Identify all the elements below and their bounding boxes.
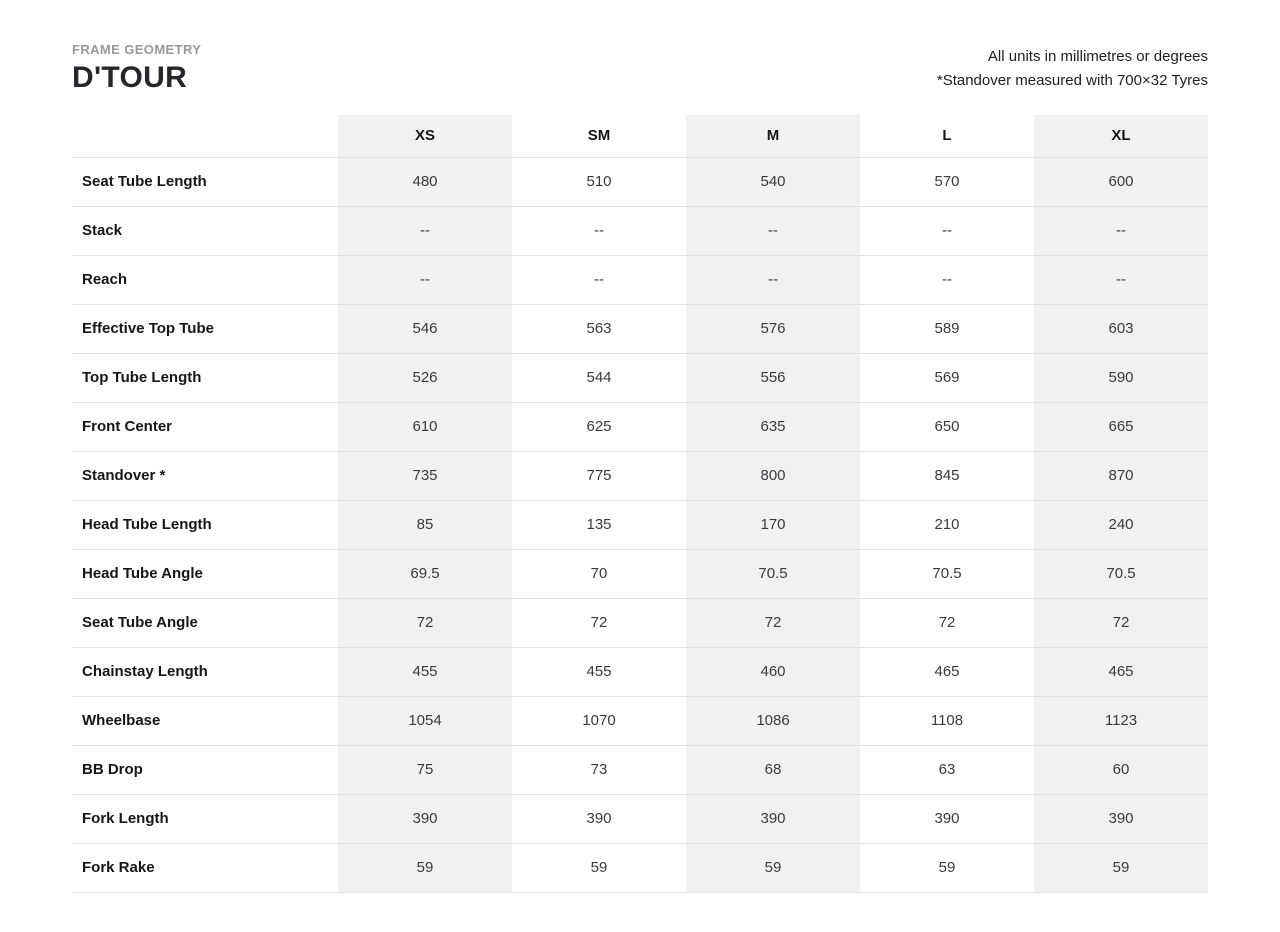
spec-row — [72, 206, 1208, 255]
spec-value-m: 72 — [686, 598, 860, 647]
spec-value-sm: -- — [512, 206, 686, 255]
spec-label: Chainstay Length — [72, 647, 338, 696]
spec-value-xs: 546 — [338, 304, 512, 353]
spec-value-xs: 69.5 — [338, 549, 512, 598]
units-note-line: All units in millimetres or degrees — [987, 48, 1208, 65]
spec-label: BB Drop — [72, 745, 338, 794]
spec-value-xs: -- — [338, 255, 512, 304]
spec-label: Head Tube Length — [72, 500, 338, 549]
spec-value-xl: -- — [1034, 206, 1208, 255]
size-column-header-xl: XL — [1034, 115, 1208, 157]
page-title: D'TOUR — [72, 61, 188, 94]
spec-value-xl: 390 — [1034, 794, 1208, 843]
spec-value-sm: 775 — [512, 451, 686, 500]
spec-value-xs: -- — [338, 206, 512, 255]
spec-value-xl: 870 — [1034, 451, 1208, 500]
spec-value-xs: 526 — [338, 353, 512, 402]
spec-value-xl: 590 — [1034, 353, 1208, 402]
spec-value-m: 1086 — [686, 696, 860, 745]
spec-value-xl: 1123 — [1034, 696, 1208, 745]
spec-value-sm: 510 — [512, 157, 686, 206]
spec-row — [72, 549, 1208, 598]
spec-value-xs: 85 — [338, 500, 512, 549]
spec-value-l: 589 — [860, 304, 1034, 353]
spec-value-xs: 610 — [338, 402, 512, 451]
spec-value-l: 70.5 — [860, 549, 1034, 598]
spec-label: Stack — [72, 206, 338, 255]
spec-row — [72, 745, 1208, 794]
spec-value-xl: 600 — [1034, 157, 1208, 206]
spec-label: Front Center — [72, 402, 338, 451]
spec-value-xs: 480 — [338, 157, 512, 206]
spec-row — [72, 500, 1208, 549]
spec-value-m: -- — [686, 255, 860, 304]
spec-value-xl: -- — [1034, 255, 1208, 304]
geometry-table-header — [72, 115, 1208, 157]
spec-label: Head Tube Angle — [72, 549, 338, 598]
spec-label: Effective Top Tube — [72, 304, 338, 353]
spec-value-m: 635 — [686, 402, 860, 451]
spec-value-m: -- — [686, 206, 860, 255]
spec-label: Fork Length — [72, 794, 338, 843]
spec-value-l: 59 — [860, 843, 1034, 892]
spec-label: Seat Tube Length — [72, 157, 338, 206]
spec-value-l: 465 — [860, 647, 1034, 696]
spec-value-xl: 465 — [1034, 647, 1208, 696]
section-eyebrow: FRAME GEOMETRY — [72, 42, 202, 57]
spec-value-xl: 603 — [1034, 304, 1208, 353]
spec-value-sm: 59 — [512, 843, 686, 892]
spec-row — [72, 255, 1208, 304]
spec-value-xl: 60 — [1034, 745, 1208, 794]
spec-value-sm: 72 — [512, 598, 686, 647]
spec-value-xl: 665 — [1034, 402, 1208, 451]
spec-value-m: 170 — [686, 500, 860, 549]
spec-value-xs: 75 — [338, 745, 512, 794]
spec-row — [72, 451, 1208, 500]
spec-value-l: 1108 — [860, 696, 1034, 745]
spec-value-m: 59 — [686, 843, 860, 892]
spec-row — [72, 353, 1208, 402]
spec-label: Wheelbase — [72, 696, 338, 745]
spec-value-sm: 544 — [512, 353, 686, 402]
spec-value-sm: 70 — [512, 549, 686, 598]
spec-value-xl: 72 — [1034, 598, 1208, 647]
page-header — [72, 42, 1208, 95]
geometry-table-body — [72, 157, 1208, 892]
spec-value-l: 650 — [860, 402, 1034, 451]
spec-value-l: 72 — [860, 598, 1034, 647]
spec-value-xs: 59 — [338, 843, 512, 892]
spec-value-sm: -- — [512, 255, 686, 304]
standover-note-line: *Standover measured with 700×32 Tyres — [936, 72, 1208, 89]
spec-value-l: 390 — [860, 794, 1034, 843]
spec-value-xl: 240 — [1034, 500, 1208, 549]
spec-value-l: 570 — [860, 157, 1034, 206]
size-column-header-sm: SM — [512, 115, 686, 157]
geometry-table — [72, 115, 1208, 893]
spec-value-xs: 735 — [338, 451, 512, 500]
spec-row — [72, 598, 1208, 647]
spec-label: Reach — [72, 255, 338, 304]
spec-row — [72, 696, 1208, 745]
spec-value-m: 390 — [686, 794, 860, 843]
spec-value-sm: 625 — [512, 402, 686, 451]
spec-value-sm: 135 — [512, 500, 686, 549]
spec-value-m: 800 — [686, 451, 860, 500]
spec-label: Seat Tube Angle — [72, 598, 338, 647]
spec-value-m: 576 — [686, 304, 860, 353]
spec-value-l: 63 — [860, 745, 1034, 794]
spec-label: Fork Rake — [72, 843, 338, 892]
title-block — [72, 42, 201, 95]
size-column-header-xs: XS — [338, 115, 512, 157]
spec-value-m: 556 — [686, 353, 860, 402]
size-column-header-m: M — [686, 115, 860, 157]
spec-value-m: 460 — [686, 647, 860, 696]
spec-value-sm: 563 — [512, 304, 686, 353]
spec-value-m: 70.5 — [686, 549, 860, 598]
size-column-header-l: L — [860, 115, 1034, 157]
spec-value-sm: 390 — [512, 794, 686, 843]
spec-value-xs: 72 — [338, 598, 512, 647]
units-notes — [937, 45, 1208, 93]
size-header-row — [72, 115, 1208, 157]
spec-value-sm: 1070 — [512, 696, 686, 745]
spec-value-xs: 1054 — [338, 696, 512, 745]
spec-row — [72, 647, 1208, 696]
spec-value-xl: 59 — [1034, 843, 1208, 892]
spec-value-l: 845 — [860, 451, 1034, 500]
spec-row — [72, 794, 1208, 843]
spec-label: Standover * — [72, 451, 338, 500]
spec-value-xl: 70.5 — [1034, 549, 1208, 598]
spec-value-m: 68 — [686, 745, 860, 794]
spec-value-l: -- — [860, 206, 1034, 255]
spec-value-l: 210 — [860, 500, 1034, 549]
spec-value-m: 540 — [686, 157, 860, 206]
spec-label: Top Tube Length — [72, 353, 338, 402]
spec-value-sm: 455 — [512, 647, 686, 696]
spec-value-l: -- — [860, 255, 1034, 304]
spec-value-l: 569 — [860, 353, 1034, 402]
spec-row — [72, 157, 1208, 206]
spec-value-sm: 73 — [512, 745, 686, 794]
spec-value-xs: 390 — [338, 794, 512, 843]
spec-row — [72, 304, 1208, 353]
empty-corner-cell — [72, 115, 338, 157]
spec-value-xs: 455 — [338, 647, 512, 696]
spec-row — [72, 843, 1208, 892]
spec-row — [72, 402, 1208, 451]
